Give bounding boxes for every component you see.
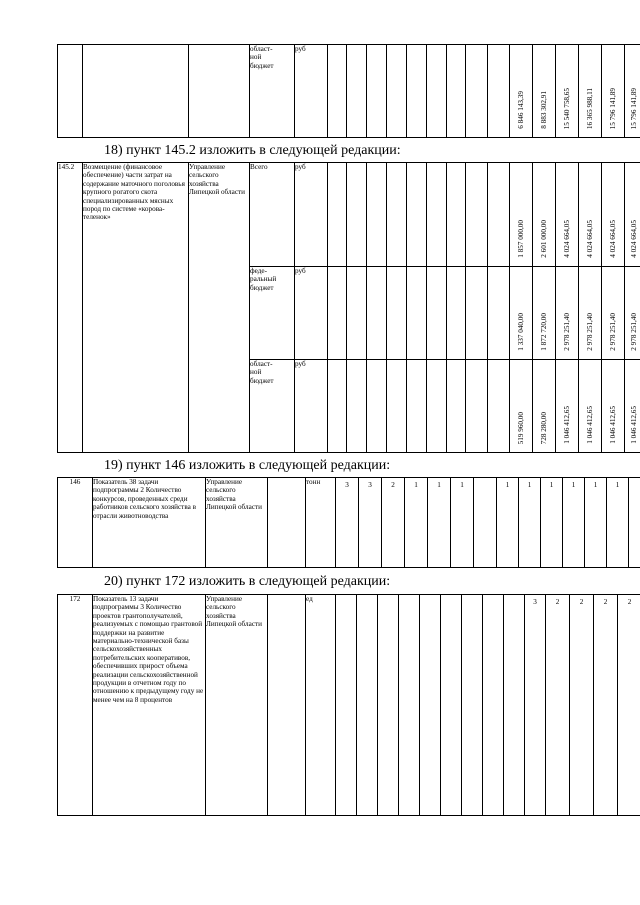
value-cell: 15 796 141,89 xyxy=(625,45,640,138)
empty-cell xyxy=(466,45,488,138)
item-number: 172 xyxy=(58,595,93,816)
value-cell xyxy=(441,595,462,816)
value-cell: 4 024 664,05 xyxy=(602,163,625,267)
empty-cell xyxy=(387,267,407,360)
value-cell: 1 xyxy=(607,478,629,568)
empty-cell xyxy=(466,163,488,267)
value-cell xyxy=(399,595,420,816)
value-cell: 3 xyxy=(359,478,382,568)
funding-source-cell xyxy=(268,595,306,816)
unit-cell: ед xyxy=(306,595,336,816)
empty-cell xyxy=(427,163,447,267)
empty-cell xyxy=(447,45,466,138)
empty-cell xyxy=(427,267,447,360)
funding-source-cell: Всего xyxy=(250,163,295,267)
empty-cell xyxy=(488,360,510,453)
empty-cell xyxy=(447,163,466,267)
value-cell xyxy=(474,478,497,568)
value-cell: 1 046 412,65 xyxy=(602,360,625,453)
section-heading-18: 18) пункт 145.2 изложить в следующей редакции: xyxy=(104,143,401,158)
value-cell: 1 xyxy=(585,478,607,568)
executor-cell xyxy=(189,45,250,138)
value-cell: 1 857 000,00 xyxy=(510,163,533,267)
empty-cell xyxy=(328,267,347,360)
value-cell: 728 280,00 xyxy=(533,360,556,453)
empty-cell xyxy=(466,360,488,453)
empty-cell xyxy=(387,45,407,138)
value-cell: 3 xyxy=(525,595,546,816)
item-name: Показатель 13 задачи подпрограммы 3 Количество проектов грантополучателей, реализуемых с помощью грантовой поддержки на развитие материально-технической базы сельскохозяйственных потребительских кооперативов, обеспечивших прирост объема реализации сельскохозяйственной продукции в отчетном году по отношению к предыдущему году не менее чем на 8 процентов xyxy=(93,595,206,816)
item-145-2-table xyxy=(57,162,640,453)
value-cell: 2 978 251,40 xyxy=(579,267,602,360)
item-146-table xyxy=(57,477,640,568)
empty-cell xyxy=(407,45,427,138)
value-cell: 4 024 664,05 xyxy=(556,163,579,267)
value-cell: 1 046 412,65 xyxy=(579,360,602,453)
value-cell: 2 978 251,40 xyxy=(602,267,625,360)
value-cell: 2 xyxy=(594,595,618,816)
empty-cell xyxy=(367,163,387,267)
value-cell: 2 xyxy=(618,595,640,816)
value-cell: 1 xyxy=(451,478,474,568)
value-cell xyxy=(378,595,399,816)
value-cell: 4 024 664,05 xyxy=(579,163,602,267)
continuation-table xyxy=(57,44,640,138)
empty-cell xyxy=(347,163,367,267)
value-cell: 1 872 720,00 xyxy=(533,267,556,360)
empty-cell xyxy=(427,45,447,138)
value-cell: 15 796 141,89 xyxy=(602,45,625,138)
empty-cell xyxy=(347,45,367,138)
number-cell xyxy=(58,45,83,138)
empty-cell xyxy=(407,163,427,267)
value-cell: 1 337 040,00 xyxy=(510,267,533,360)
value-cell: 1 xyxy=(428,478,451,568)
unit-cell: руб xyxy=(295,360,328,453)
value-cell: 16 365 988,11 xyxy=(579,45,602,138)
empty-cell xyxy=(488,45,510,138)
empty-cell xyxy=(387,163,407,267)
value-cell: 1 046 412,65 xyxy=(625,360,640,453)
item-executor: Управление сельского хозяйства Липецкой области xyxy=(206,595,268,816)
value-cell xyxy=(357,595,378,816)
section-heading-20: 20) пункт 172 изложить в следующей редакции: xyxy=(104,574,391,589)
value-cell xyxy=(336,595,357,816)
unit-cell: руб xyxy=(295,45,328,138)
empty-cell xyxy=(488,267,510,360)
value-cell: 1 xyxy=(541,478,563,568)
value-cell xyxy=(504,595,525,816)
empty-cell xyxy=(407,267,427,360)
value-cell: 2 xyxy=(382,478,405,568)
value-cell: 2 xyxy=(546,595,570,816)
empty-cell xyxy=(367,360,387,453)
empty-cell xyxy=(367,45,387,138)
value-cell: 1 xyxy=(497,478,519,568)
value-cell: 519 960,00 xyxy=(510,360,533,453)
value-cell: 1 xyxy=(519,478,541,568)
empty-cell xyxy=(328,163,347,267)
empty-cell xyxy=(328,360,347,453)
funding-source-cell: област- ной бюджет xyxy=(250,360,295,453)
value-cell: 6 846 143,39 xyxy=(510,45,533,138)
unit-cell: руб xyxy=(295,163,328,267)
item-name: Показатель 38 задачи подпрограммы 2 Количество конкурсов, проведенных среди работников сельского хозяйства в отрасли животноводства xyxy=(93,478,206,568)
empty-cell xyxy=(488,163,510,267)
empty-cell xyxy=(447,360,466,453)
value-cell: 2 978 251,40 xyxy=(556,267,579,360)
value-cell: 8 883 302,91 xyxy=(533,45,556,138)
table-row xyxy=(58,595,640,816)
value-cell: 2 xyxy=(570,595,594,816)
item-number: 146 xyxy=(58,478,93,568)
empty-cell xyxy=(427,360,447,453)
empty-cell xyxy=(466,267,488,360)
value-cell xyxy=(462,595,483,816)
value-cell: 1 xyxy=(405,478,428,568)
empty-cell xyxy=(629,478,640,568)
unit-cell: руб xyxy=(295,267,328,360)
item-executor: Управление сельского хозяйства Липецкой области xyxy=(189,163,250,453)
empty-cell xyxy=(387,360,407,453)
empty-cell xyxy=(328,45,347,138)
value-cell: 4 024 664,05 xyxy=(625,163,640,267)
table-row xyxy=(58,45,640,138)
value-cell: 3 xyxy=(336,478,359,568)
value-cell: 1 xyxy=(563,478,585,568)
funding-source-cell: феде- ральный бюджет xyxy=(250,267,295,360)
empty-cell xyxy=(407,360,427,453)
value-cell: 1 046 412,65 xyxy=(556,360,579,453)
value-cell: 2 978 251,40 xyxy=(625,267,640,360)
value-cell: 15 540 758,65 xyxy=(556,45,579,138)
name-cell xyxy=(83,45,189,138)
value-cell: 2 601 000,00 xyxy=(533,163,556,267)
funding-source-cell: област- ной бюджет xyxy=(250,45,295,138)
empty-cell xyxy=(347,267,367,360)
item-number: 145.2 xyxy=(58,163,83,453)
funding-source-cell xyxy=(268,478,306,568)
item-172-table xyxy=(57,594,640,816)
value-cell xyxy=(420,595,441,816)
section-heading-19: 19) пункт 146 изложить в следующей редакции: xyxy=(104,458,391,473)
empty-cell xyxy=(367,267,387,360)
empty-cell xyxy=(347,360,367,453)
item-name: Возмещение (финансовое обеспечение) части затрат на содержание маточного поголовья крупного рогатого скота специализированных мясных пород по системе «корова-теленок» xyxy=(83,163,189,453)
table-row xyxy=(58,478,640,568)
value-cell xyxy=(483,595,504,816)
table-row xyxy=(58,163,640,267)
empty-cell xyxy=(447,267,466,360)
unit-cell: тонн xyxy=(306,478,336,568)
item-executor: Управление сельского хозяйства Липецкой области xyxy=(206,478,268,568)
